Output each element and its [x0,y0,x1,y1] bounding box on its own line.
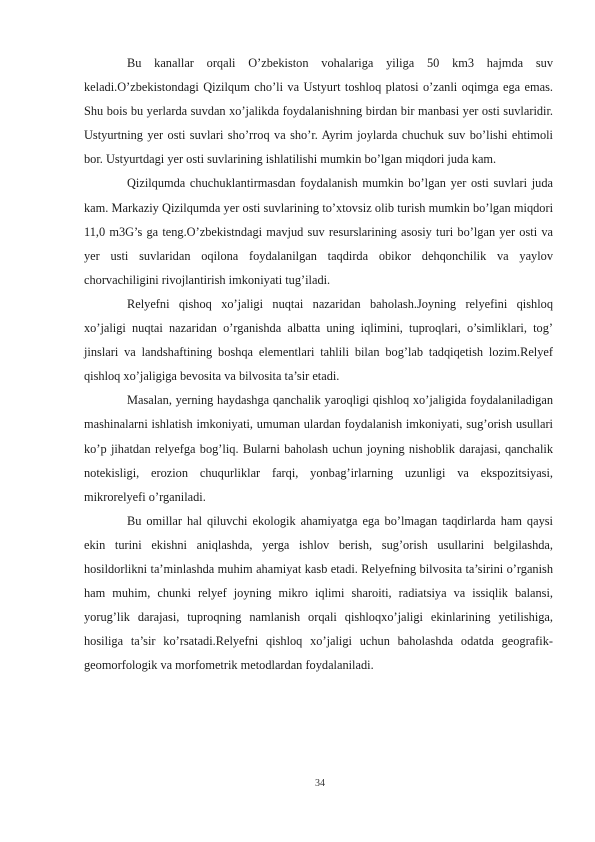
paragraph-2: Qizilqumda chuchuklantirmasdan foydalanish mumkin bo’lgan yer osti suvlari juda kam. Markaziy Qizilqumda yer osti suvlarining to’xtovsiz olib turish mumkin bo’lgan miqdori 11,0 m3G’s ga teng.O’zbekistndagi mavjud suv resurslarining asosiy turi bo’lgan yer osti va yer usti suvlaridan oqilona foydalanilgan taqdirda obikor dehqonchilik va yaylov chorvachiligini rivojlantirish imkoniyati tug’iladi. [84,176,553,287]
paragraph-4: Masalan, yerning haydashga qanchalik yaroqligi qishloq xo’jaligida foydalaniladigan mashinalarni ishlatish imkoniyati, umuman ulardan foydalanish imkoniyati, sug’orish usullari ko’p jihatdan relyefga bog’liq. Bularni baholash uchun joyning nishoblik darajasi, qanchalik notekisligi, erozion chuqurliklar farqi, yonbag’irlarning uzunligi va ekspozitsiyasi, mikrorelyefi o’rganiladi. [84,393,553,504]
paragraph-5: Bu omillar hal qiluvchi ekologik ahamiyatga ega bo’lmagan taqdirlarda ham qaysi ekin turini ekishni aniqlashda, yerga ishlov berish, sug’orish usullarini belgilashda, hosildorlikni ta’minlashda muhim ahamiyat kasb etadi. Relyefning bilvosita ta’sirini o’rganish ham muhim, chunki relyef joyning mikro iqlimi sharoiti, radiatsiya va issiqlik balansi, yorug’lik darajasi, tuproqning namlanish orqali qishloqxo’jaligi ekinlarining yetilishiga, hosiliga ta’sir ko’rsatadi.Relyefni qishloq xo’jaligi uchun baholashda odatda geografik-geomorfologik va morfometrik metodlardan foydalaniladi. [84,513,553,673]
body-text [84,51,553,677]
paragraph-1: Bu kanallar orqali O’zbekiston vohalariga yiliga 50 km3 hajmda suv keladi.O’zbekistondagi Qizilqum cho’li va Ustyurt toshloq platosi o’zanli oqimga ega emas. Shu bois bu yerlarda suvdan xo’jalikda foydalanishning birdan bir manbasi yer osti suvlaridir. Ustyurtning yer osti suvlari sho’rroq va sho’r. Ayrim joylarda chuchuk suv bo’lishi ehtimoli bor. Ustyurtdagi yer osti suvlarining ishlatilishi mumkin bo’lgan miqdori juda kam. [84,56,553,167]
paragraph-3: Relyefni qishoq xo’jaligi nuqtai nazaridan baholash.Joyning relyefini qishloq xo’jaligi nuqtai nazaridan o’rganishda albatta uning iqlimini, tuproqlari, o’simliklari, tog’ jinslari va landshaftining boshqa elementlari tahlili bilan bog’lab tadqiqetish lozim.Relyef qishloq xo’jaligiga bevosita va bilvosita ta’sir etadi. [84,296,553,384]
page-number: 34 [315,778,325,789]
